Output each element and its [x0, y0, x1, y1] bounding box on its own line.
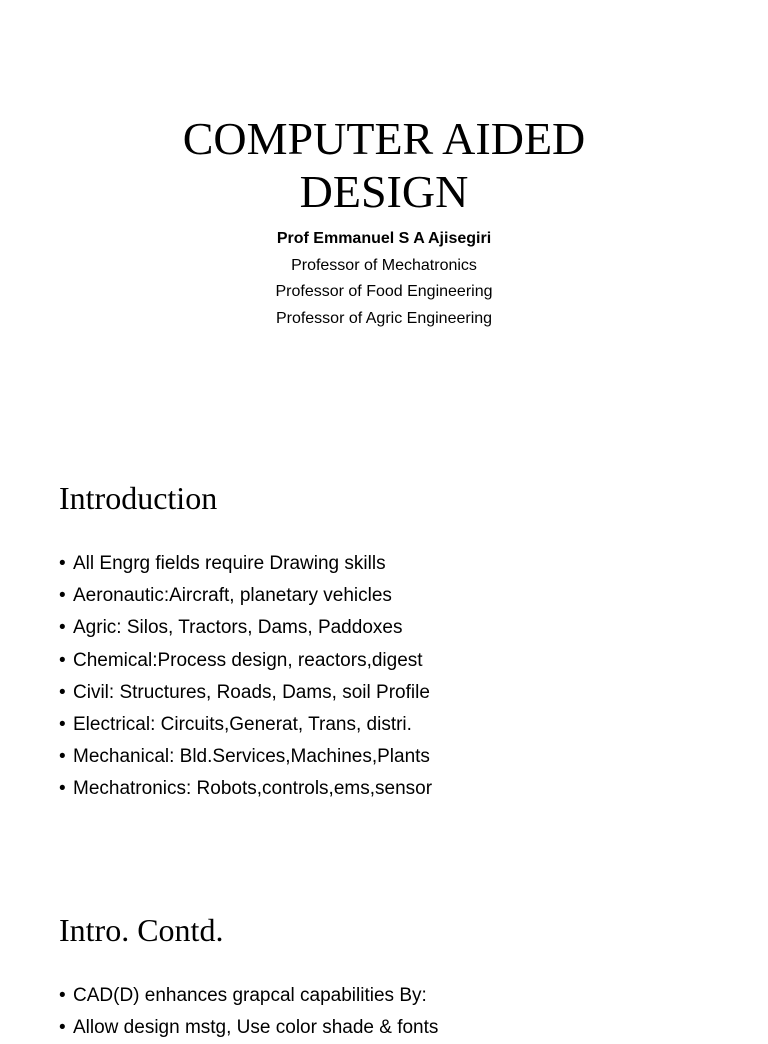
bullet-item: • Aeronautic:Aircraft, planetary vehicles	[59, 580, 432, 612]
bullet-item: • Agric: Silos, Tractors, Dams, Paddoxes	[59, 612, 432, 644]
author-role: Professor of Agric Engineering	[275, 309, 493, 327]
title-line-1: COMPUTER AIDED	[182, 113, 586, 164]
bullet-item: • Mechanical: Bld.Services,Machines,Plants	[59, 741, 432, 773]
bullet-list	[59, 980, 438, 1044]
bullet-list	[59, 548, 432, 806]
introduction-slide	[0, 432, 768, 864]
bullet-item: • Electrical: Circuits,Generat, Trans, distri.	[59, 709, 432, 741]
author-block	[0, 226, 768, 332]
bullet-item: • Chemical:Process design, reactors,digest	[59, 645, 432, 677]
slide-heading: Introduction	[59, 480, 218, 516]
author-role: Professor of Food Engineering	[275, 283, 493, 300]
author-name: Prof Emmanuel S A Ajisegiri	[276, 230, 492, 247]
author-role: Professor of Mechatronics	[291, 256, 477, 274]
bullet-item: • All Engrg fields require Drawing skills	[59, 548, 432, 580]
bullet-item: • Mechatronics: Robots,controls,ems,sensor	[59, 773, 432, 805]
bullet-item: • CAD(D) enhances grapcal capabilities By:	[59, 980, 438, 1012]
bullet-item: • Allow design mstg, Use color shade & fonts	[59, 1012, 438, 1044]
title-line-2: DESIGN	[299, 166, 469, 217]
bullet-item: • Civil: Structures, Roads, Dams, soil Profile	[59, 677, 432, 709]
presentation-title	[0, 112, 768, 218]
slide-heading: Intro. Contd.	[59, 912, 224, 948]
title-slide	[0, 0, 768, 432]
intro-contd-slide	[0, 864, 768, 1039]
